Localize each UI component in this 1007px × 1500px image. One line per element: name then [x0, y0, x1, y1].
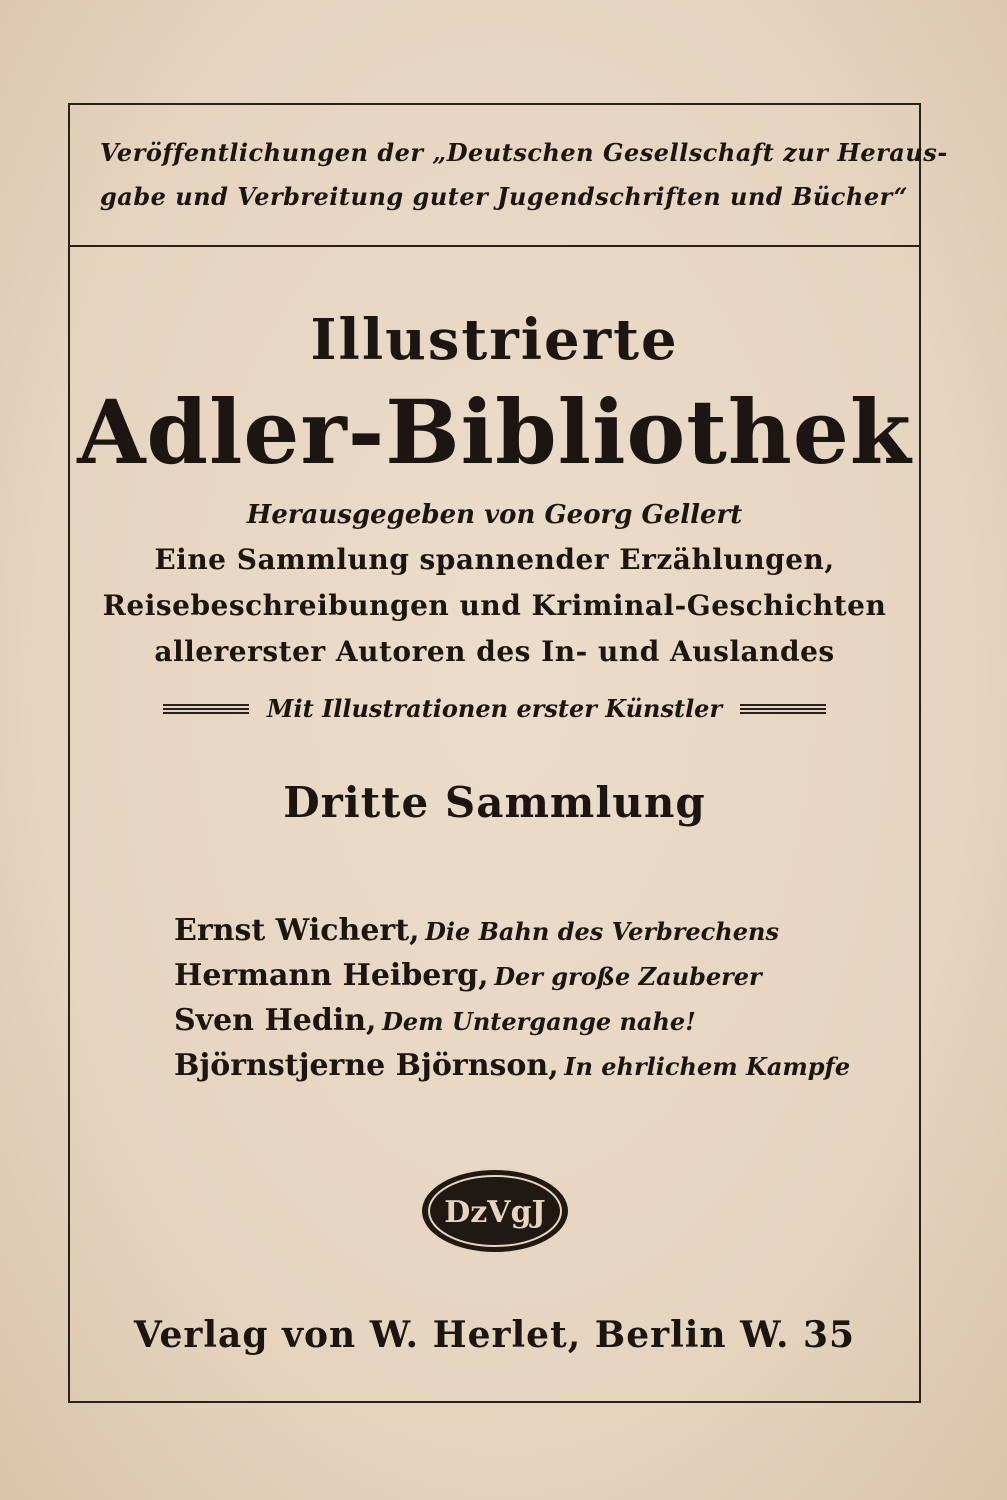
series-title: Illustrierte [310, 307, 679, 373]
work-title: Die Bahn des Verbrechens [425, 917, 779, 946]
main-title: Adler-Bibliothek [77, 380, 912, 484]
header-line-2: gabe und Verbreitung guter Jugendschriften und Bücher“ [100, 182, 908, 211]
work-title: Dem Untergange nahe! [382, 1007, 696, 1036]
editor-line: Herausgegeben von Georg Gellert [246, 500, 743, 530]
work-entry-4 [174, 1048, 850, 1083]
work-title: In ehrlichem Kampfe [564, 1052, 851, 1081]
ornament-rule-left [163, 704, 249, 714]
work-author: Björnstjerne Björnson, [174, 1048, 559, 1083]
work-author: Ernst Wichert, [174, 913, 420, 948]
society-monogram-logo [420, 1168, 570, 1254]
illustrations-note: Mit Illustrationen erster Künstler [266, 694, 723, 723]
work-title: Der große Zauberer [494, 962, 762, 991]
work-entry-2 [174, 958, 762, 993]
work-entry-3 [174, 1003, 696, 1038]
work-author: Hermann Heiberg, [174, 958, 489, 993]
illustrations-row [70, 691, 919, 727]
page-frame [68, 103, 948, 1403]
ornament-rule-right [740, 704, 826, 714]
header-line-1: Veröffentlichungen der „Deutschen Gesellschaft zur Heraus- [100, 138, 948, 167]
description-line-3: allererster Autoren des In- und Auslandes [154, 635, 835, 668]
publisher-society-header [70, 105, 948, 247]
description-line-2: Reisebeschreibungen und Kriminal-Geschichten [102, 589, 887, 622]
logo-monogram-text: DzVgJ [444, 1195, 546, 1230]
work-author: Sven Hedin, [174, 1003, 377, 1038]
description-line-1: Eine Sammlung spannender Erzählungen, [154, 543, 835, 576]
publisher-imprint: Verlag von W. Herlet, Berlin W. 35 [133, 1314, 856, 1356]
collection-heading: Dritte Sammlung [283, 778, 706, 827]
work-entry-1 [174, 913, 779, 948]
